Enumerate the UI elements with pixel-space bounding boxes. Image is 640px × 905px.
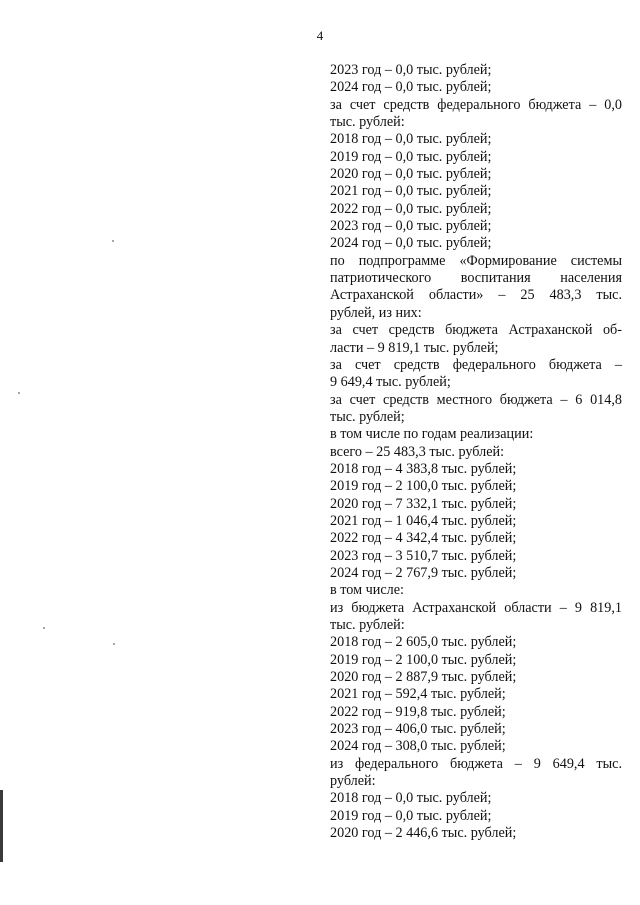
text-line: тыс. рублей: xyxy=(330,617,405,633)
text-line: за счет средств федерального бюджета – xyxy=(330,356,622,373)
text-line: 2024 год – 308,0 тыс. рублей; xyxy=(330,738,506,755)
text-line: за счет средств бюджета Астраханской об- xyxy=(330,322,622,339)
text-line: 2024 год – 0,0 тыс. рублей; xyxy=(330,235,492,252)
scan-speck xyxy=(43,627,45,629)
text-line: 2018 год – 0,0 тыс. рублей; xyxy=(330,790,492,807)
text-line: в том числе: xyxy=(330,582,404,599)
text-line: 9 649,4 тыс. рублей; xyxy=(330,374,451,391)
text-line: 2023 год – 0,0 тыс. рублей; xyxy=(330,62,492,78)
text-line: 2019 год – 2 100,0 тыс. рублей; xyxy=(330,651,517,668)
text-line: патриотического воспитания населения xyxy=(330,270,622,287)
budget-text-column xyxy=(330,62,622,842)
text-line: всего – 25 483,3 тыс. рублей: xyxy=(330,443,505,460)
text-line: в том числе по годам реализации: xyxy=(330,426,534,443)
page-number: 4 xyxy=(316,28,324,43)
text-line: 2023 год – 406,0 тыс. рублей; xyxy=(330,721,506,738)
text-line: 2019 год – 0,0 тыс. рублей; xyxy=(330,148,492,165)
text-line: Астраханской области» – 25 483,3 тыс. xyxy=(330,287,622,304)
text-line: 2023 год – 0,0 тыс. рублей; xyxy=(330,218,492,235)
text-line: 2019 год – 2 100,0 тыс. рублей; xyxy=(330,478,517,495)
text-line: тыс. рублей; xyxy=(330,408,405,425)
text-line: 2022 год – 4 342,4 тыс. рублей; xyxy=(330,530,517,547)
text-line: 2024 год – 2 767,9 тыс. рублей; xyxy=(330,564,517,581)
text-line: 2020 год – 0,0 тыс. рублей; xyxy=(330,166,492,183)
text-line: за счет средств местного бюджета – 6 014,8 xyxy=(330,391,622,408)
text-line: ласти – 9 819,1 тыс. рублей; xyxy=(330,339,499,356)
text-line: 2018 год – 4 383,8 тыс. рублей; xyxy=(330,460,517,477)
text-line: 2021 год – 592,4 тыс. рублей; xyxy=(330,686,506,703)
text-line: тыс. рублей: xyxy=(330,114,405,131)
text-line: 2023 год – 3 510,7 тыс. рублей; xyxy=(330,547,517,564)
text-line: 2022 год – 919,8 тыс. рублей; xyxy=(330,703,506,720)
scan-speck xyxy=(18,392,20,394)
text-line: 2018 год – 2 605,0 тыс. рублей; xyxy=(330,634,517,651)
text-line: из бюджета Астраханской области – 9 819,1 xyxy=(330,599,622,616)
scan-speck xyxy=(112,240,114,242)
text-line: из федерального бюджета – 9 649,4 тыс. xyxy=(330,755,622,772)
text-line: 2020 год – 2 887,9 тыс. рублей; xyxy=(330,669,517,686)
scan-edge-mark xyxy=(0,790,3,862)
text-line: 2020 год – 7 332,1 тыс. рублей; xyxy=(330,495,517,512)
text-line: 2019 год – 0,0 тыс. рублей; xyxy=(330,807,492,824)
text-line: 2020 год – 2 446,6 тыс. рублей; xyxy=(330,825,517,842)
text-line: за счет средств федерального бюджета – 0,0 xyxy=(330,96,622,113)
scan-speck xyxy=(113,643,115,645)
text-line: 2021 год – 0,0 тыс. рублей; xyxy=(330,183,492,200)
text-line: 2022 год – 0,0 тыс. рублей; xyxy=(330,200,492,217)
text-line: 2021 год – 1 046,4 тыс. рублей; xyxy=(330,512,517,529)
text-line: рублей: xyxy=(330,773,376,790)
text-line: по подпрограмме «Формирование системы xyxy=(330,252,622,269)
text-line: 2018 год – 0,0 тыс. рублей; xyxy=(330,131,492,148)
text-line: рублей, из них: xyxy=(330,304,422,321)
text-line: 2024 год – 0,0 тыс. рублей; xyxy=(330,79,492,96)
